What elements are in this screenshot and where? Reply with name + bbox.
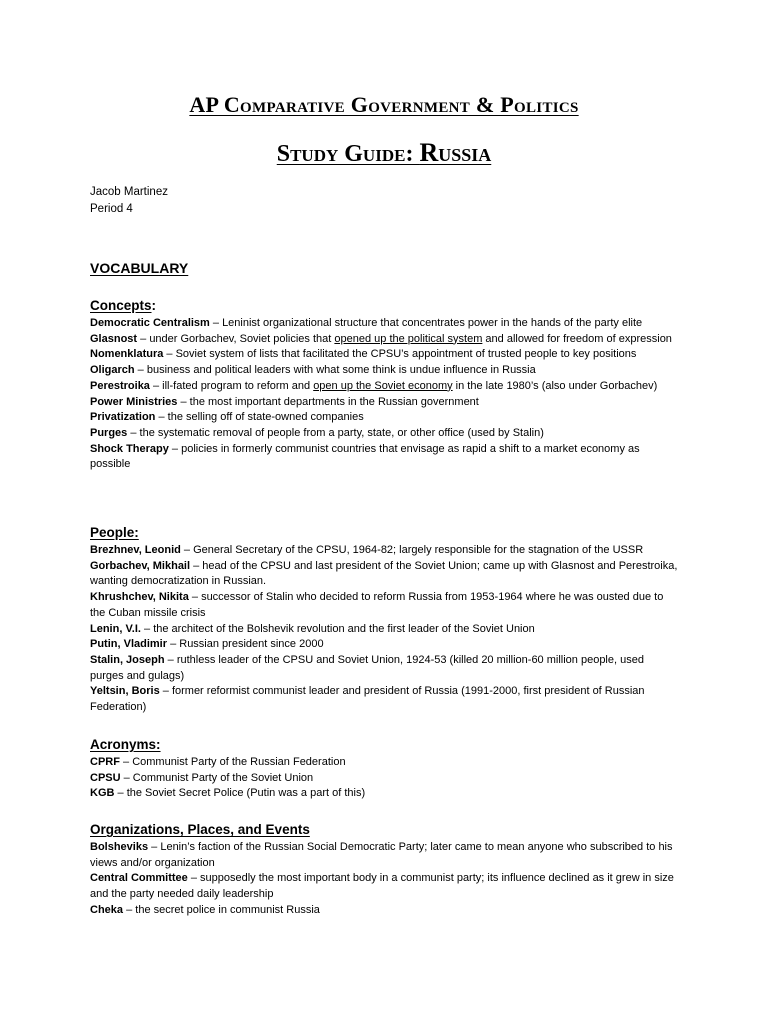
entry-separator: – <box>119 756 133 768</box>
entry-term: Cheka <box>90 903 124 916</box>
author-name: Jacob Martinez <box>90 186 168 198</box>
entry-term: Glasnost <box>90 332 138 345</box>
list-item <box>90 637 680 653</box>
list-item <box>90 332 680 348</box>
list-item <box>90 771 680 787</box>
entry-separator: – <box>187 872 201 885</box>
entry-definition: Russian president since 2000 <box>179 638 324 651</box>
acronyms-list <box>90 755 680 802</box>
entry-separator: – <box>167 638 180 651</box>
people-heading <box>90 525 139 540</box>
subtitle-country: Russia <box>419 138 492 167</box>
entry-definition-underlined: opened up the political system <box>334 332 483 345</box>
entry-definition: ruthless leader of the CPSU and Soviet Union, 1924-53 (killed 20 million-60 million people, used purges and gulags) <box>90 653 644 682</box>
entry-definition: the architect of the Bolshevik revolution and the first leader of the Soviet Union <box>153 622 535 635</box>
entry-separator: – <box>155 411 168 424</box>
entry-separator: – <box>209 317 223 329</box>
people-heading-text: People: <box>90 525 139 540</box>
entry-term: Oligarch <box>90 364 135 377</box>
entry-definition: Soviet system of lists that facilitated the CPSU’s appointment of trusted people to key positions <box>175 348 637 361</box>
concepts-list <box>90 316 680 473</box>
concepts-heading <box>90 298 156 313</box>
entry-term: Lenin, V.I. <box>90 622 141 635</box>
entry-definition: General Secretary of the CPSU, 1964-82; largely responsible for the stagnation of the USSR <box>193 544 644 556</box>
entry-separator: – <box>137 332 150 345</box>
entry-definition: supposedly the most important body in a communist party; its influence declined as it grew in size and the party needed daily leadership <box>90 872 674 901</box>
entry-term: Privatization <box>90 411 156 424</box>
list-item <box>90 684 680 715</box>
entry-separator: – <box>180 544 194 556</box>
entry-term: Power Ministries <box>90 395 178 408</box>
entry-separator: – <box>159 685 172 698</box>
entry-term: Putin, Vladimir <box>90 638 168 651</box>
entry-term: CPSU <box>90 771 121 784</box>
entry-definition: the most important departments in the Russian government <box>189 395 479 408</box>
entry-separator: – <box>177 395 190 408</box>
class-period: Period 4 <box>90 203 133 215</box>
people-list <box>90 543 680 716</box>
entry-definition: the selling off of state-owned companies <box>167 411 364 424</box>
acronyms-heading <box>90 737 161 752</box>
entry-term: CPRF <box>90 756 120 768</box>
entry-separator: – <box>120 771 133 784</box>
entry-term: Khrushchev, Nikita <box>90 591 189 604</box>
entry-term: Bolsheviks <box>90 841 149 853</box>
list-item <box>90 840 680 871</box>
entry-term: Yeltsin, Boris <box>90 685 160 698</box>
list-item <box>90 410 680 426</box>
list-item <box>90 559 680 590</box>
document-subtitle <box>90 138 678 168</box>
entry-term: KGB <box>90 787 115 800</box>
vocabulary-heading: VOCABULARY <box>90 260 189 276</box>
entry-term: Perestroika <box>90 379 150 392</box>
entry-definition: successor of Stalin who decided to reform Russia from 1953-1964 where he was ousted due to the Cuban missile crisis <box>90 591 664 619</box>
entry-term: Purges <box>90 426 128 439</box>
entry-term: Brezhnev, Leonid <box>90 544 181 556</box>
entry-definition: Leninist organizational structure that concentrates power in the hands of the party elite <box>222 317 643 329</box>
list-item <box>90 442 680 473</box>
document-title: AP Comparative Government & Politics <box>189 92 579 117</box>
entry-definition: the systematic removal of people from a party, state, or other office (used by Stalin) <box>139 426 544 439</box>
entry-separator: – <box>148 841 161 853</box>
entry-term: Central Committee <box>90 872 188 885</box>
list-item <box>90 395 680 411</box>
entry-definition: Communist Party of the Russian Federation <box>132 756 346 768</box>
concepts-heading-text: Concepts <box>90 298 152 313</box>
entry-definition: policies in formerly communist countries that envisage as rapid a shift to a market economy as possible <box>90 442 640 471</box>
concepts-heading-colon: : <box>151 298 157 313</box>
organizations-heading <box>90 822 310 837</box>
entry-separator: – <box>134 364 147 377</box>
entry-term: Gorbachev, Mikhail <box>90 559 191 572</box>
entry-definition: the secret police in communist Russia <box>135 903 320 916</box>
organizations-list <box>90 840 680 919</box>
entry-term: Shock Therapy <box>90 442 169 455</box>
list-item <box>90 786 680 802</box>
entry-separator: – <box>127 426 140 439</box>
list-item <box>90 653 680 684</box>
list-item <box>90 622 680 638</box>
organizations-heading-text: Organizations, Places, and Events <box>90 822 310 837</box>
list-item <box>90 543 680 559</box>
entry-separator: – <box>188 591 202 604</box>
entry-term: Democratic Centralism <box>90 317 210 329</box>
entry-definition: ill-fated program to reform and <box>162 379 314 392</box>
list-item <box>90 347 680 363</box>
entry-separator: – <box>163 348 176 361</box>
acronyms-heading-text: Acronyms: <box>90 737 161 752</box>
entry-separator: – <box>164 653 177 666</box>
entry-separator: – <box>114 787 127 800</box>
entry-definition: in the late 1980’s (also under Gorbachev) <box>452 379 658 392</box>
entry-definition: business and political leaders with what some think is undue influence in Russia <box>146 364 536 377</box>
entry-definition-underlined: open up the Soviet economy <box>313 379 453 392</box>
subtitle-prefix: Study Guide: <box>276 141 420 167</box>
list-item <box>90 590 680 621</box>
entry-separator: – <box>190 559 203 572</box>
entry-term: Nomenklatura <box>90 348 164 361</box>
entry-definition: Communist Party of the Soviet Union <box>132 771 314 784</box>
entry-separator: – <box>149 379 163 392</box>
list-item <box>90 871 680 902</box>
list-item <box>90 316 680 332</box>
entry-definition: and allowed for freedom of expression <box>482 332 672 345</box>
entry-definition: under Gorbachev, Soviet policies that <box>149 332 335 345</box>
entry-definition: head of the CPSU and last president of the Soviet Union; came up with Glasnost and Perestroika, wanting democratization in Russian. <box>90 559 678 588</box>
list-item <box>90 363 680 379</box>
list-item <box>90 903 680 919</box>
list-item <box>90 426 680 442</box>
entry-term: Stalin, Joseph <box>90 653 165 666</box>
entry-definition: the Soviet Secret Police (Putin was a part of this) <box>126 787 366 800</box>
entry-definition: former reformist communist leader and president of Russia (1991-2000, first president of Russian Federation) <box>90 685 645 714</box>
list-item <box>90 755 680 771</box>
list-item <box>90 379 680 395</box>
entry-separator: – <box>168 442 182 455</box>
entry-definition: Lenin’s faction of the Russian Social Democratic Party; later came to mean anyone who subscribed to his views and/or organization <box>90 841 673 869</box>
entry-separator: – <box>140 622 154 635</box>
entry-separator: – <box>123 903 136 916</box>
